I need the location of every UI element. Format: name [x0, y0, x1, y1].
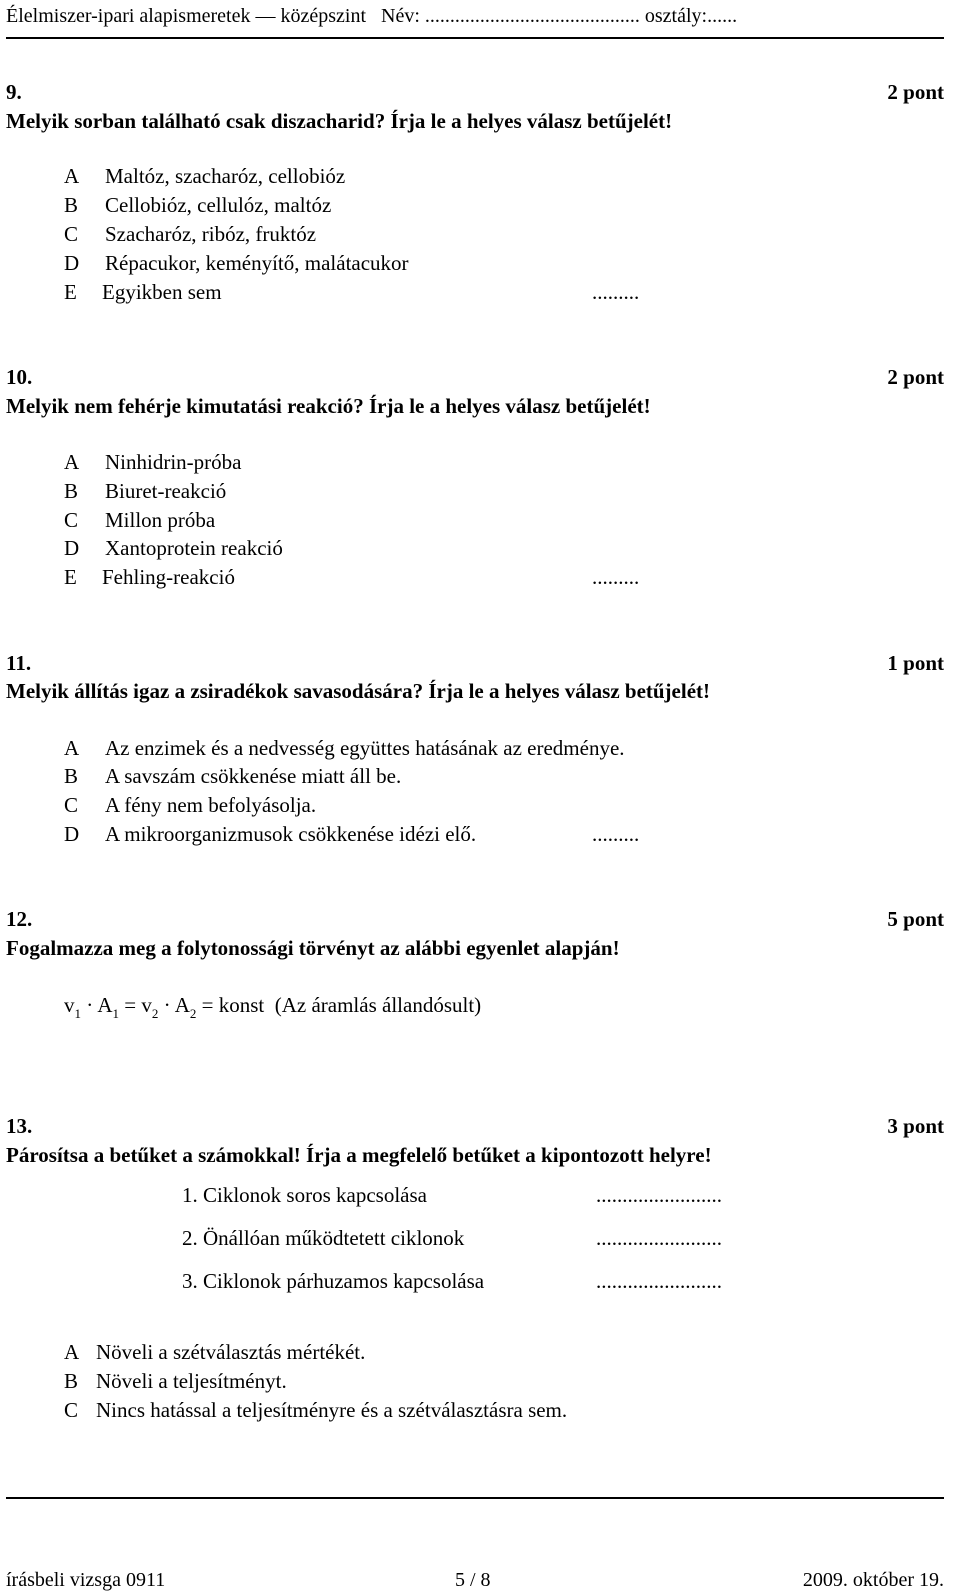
- q13-item-text: 2. Önállóan működtetett ciklonok: [182, 1226, 465, 1250]
- q13-option-letter: A: [64, 1340, 80, 1364]
- q10-option-letter: B: [64, 479, 79, 503]
- formula-sub1: 1: [74, 1006, 81, 1021]
- q13-item-blank[interactable]: ........................: [596, 1183, 722, 1207]
- q11-option-letter: D: [64, 822, 80, 846]
- q13-number: 13.: [6, 1114, 33, 1138]
- q13-option-letter: C: [64, 1398, 79, 1422]
- q9-option-letter: E: [64, 280, 77, 304]
- q13-item-blank[interactable]: ........................: [596, 1226, 722, 1250]
- q9-answer-blank[interactable]: .........: [592, 280, 640, 304]
- formula-A1: A: [97, 993, 113, 1017]
- q13-points: 3 pont: [887, 1114, 944, 1138]
- formula-equals: =: [124, 993, 137, 1017]
- q9-option-letter: D: [64, 251, 80, 275]
- q11-option-letter: B: [64, 764, 79, 788]
- q13-option-letter: B: [64, 1369, 79, 1393]
- formula-rest: konst (Az áramlás állandósult): [218, 993, 482, 1017]
- q12-number: 12.: [6, 907, 33, 931]
- q9-points: 2 pont: [887, 80, 944, 104]
- q9-option-text: Maltóz, szacharóz, cellobióz: [105, 164, 346, 188]
- q10-option-letter: E: [64, 565, 77, 589]
- q10-points: 2 pont: [887, 365, 944, 389]
- q11-option-text: A fény nem befolyásolja.: [105, 793, 317, 817]
- footer-exam-label: írásbeli vizsga 0911: [6, 1569, 166, 1591]
- formula-A2: A: [174, 993, 190, 1017]
- q9-option-letter: B: [64, 193, 79, 217]
- q9-option-letter: C: [64, 222, 79, 246]
- q11-answer-blank[interactable]: .........: [592, 822, 640, 846]
- q10-option-text: Xantoprotein reakció: [105, 536, 283, 560]
- q10-option-letter: A: [64, 450, 80, 474]
- q13-item-text: 1. Ciklonok soros kapcsolása: [182, 1183, 427, 1207]
- q9-option-text: Répacukor, keményítő, malátacukor: [105, 251, 409, 275]
- footer-rule: [6, 1497, 944, 1499]
- q13-item-text: 3. Ciklonok párhuzamos kapcsolása: [182, 1269, 485, 1293]
- q9-option-text: Szacharóz, ribóz, fruktóz: [105, 222, 317, 246]
- q10-option-text: Fehling-reakció: [102, 565, 235, 589]
- q10-option-text: Biuret-reakció: [105, 479, 227, 503]
- q10-question: Melyik nem fehérje kimutatási reakció? Írja le a helyes válasz betűjelét!: [6, 394, 651, 418]
- q11-option-text: A savszám csökkenése miatt áll be.: [105, 764, 402, 788]
- q11-option-letter: A: [64, 736, 80, 760]
- q9-option-text: Cellobióz, cellulóz, maltóz: [105, 193, 332, 217]
- q10-number: 10.: [6, 365, 33, 389]
- q11-question: Melyik állítás igaz a zsiradékok savasodására? Írja le a helyes válasz betűjelét!: [6, 679, 711, 703]
- page-header: Élelmiszer-ipari alapismeretek — középszint Név: ........................................... osztály:......: [6, 5, 738, 27]
- q13-option-text: Növeli a szétválasztás mértékét.: [96, 1340, 366, 1364]
- q11-option-text: A mikroorganizmusok csökkenése idézi elő.: [105, 822, 477, 846]
- q11-points: 1 pont: [887, 651, 944, 675]
- q11-number: 11.: [6, 651, 32, 675]
- q9-option-text: Egyikben sem: [102, 280, 222, 304]
- q11-option-text: Az enzimek és a nedvesség együttes hatásának az eredménye.: [105, 736, 625, 760]
- footer-date: 2009. október 19.: [802, 1569, 944, 1591]
- q9-option-letter: A: [64, 164, 80, 188]
- formula-sub2: 2: [151, 1006, 159, 1021]
- q10-option-text: Ninhidrin-próba: [105, 450, 242, 474]
- q9-question: Melyik sorban található csak diszacharid? Írja le a helyes válasz betűjelét!: [6, 109, 673, 133]
- q13-option-text: Nincs hatással a teljesítményre és a szétválasztásra sem.: [96, 1398, 568, 1422]
- q13-question: Párosítsa a betűket a számokkal! Írja a megfelelő betűket a kipontozott helyre!: [6, 1143, 712, 1167]
- q10-answer-blank[interactable]: .........: [592, 565, 640, 589]
- formula-v2: v: [141, 993, 152, 1017]
- q10-option-letter: D: [64, 536, 80, 560]
- formula-equals: =: [201, 993, 214, 1017]
- q11-option-letter: C: [64, 793, 79, 817]
- formula-sub2: 2: [189, 1006, 197, 1021]
- formula-dot: ·: [163, 993, 171, 1017]
- formula-v1: v: [64, 993, 75, 1017]
- q12-formula: [64, 993, 482, 1021]
- q13-option-text: Növeli a teljesítményt.: [96, 1369, 287, 1393]
- formula-sub1: 1: [112, 1006, 120, 1021]
- header-rule: [6, 37, 944, 39]
- q13-item-blank[interactable]: ........................: [596, 1269, 722, 1293]
- footer-page-number: 5 / 8: [455, 1569, 491, 1591]
- q9-number: 9.: [6, 80, 22, 104]
- q12-question: Fogalmazza meg a folytonossági törvényt az alábbi egyenlet alapján!: [6, 936, 620, 960]
- q10-option-letter: C: [64, 508, 79, 532]
- q10-option-text: Millon próba: [105, 508, 216, 532]
- formula-dot: ·: [86, 993, 94, 1017]
- q12-points: 5 pont: [887, 907, 944, 931]
